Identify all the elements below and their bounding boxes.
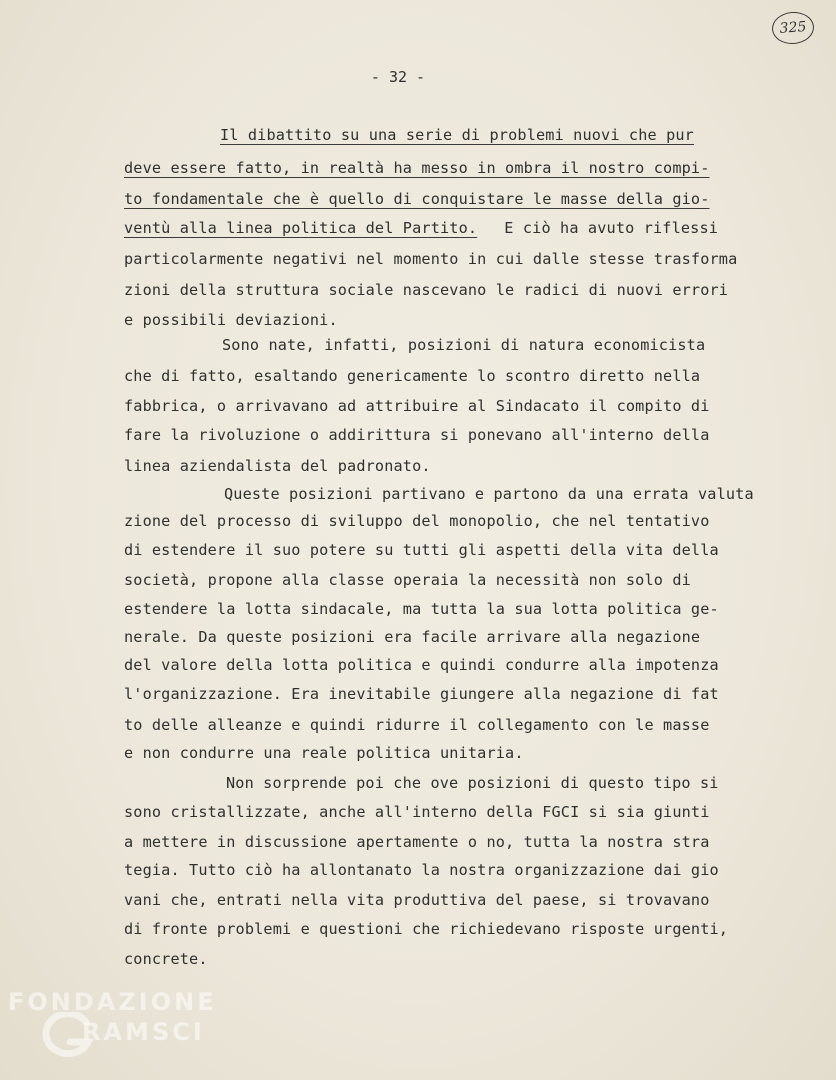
text-line: nerale. Da queste posizioni era facile arrivare alla negazione bbox=[124, 628, 701, 646]
text-line: E ciò ha avuto riflessi bbox=[495, 219, 719, 237]
watermark-line-1: FONDAZIONE bbox=[8, 988, 217, 1016]
fondazione-gramsci-watermark bbox=[8, 988, 218, 1068]
text-line: Non sorprende poi che ove posizioni di questo tipo si bbox=[226, 774, 719, 792]
text-line: to delle alleanze e quindi ridurre il collegamento con le masse bbox=[124, 716, 710, 734]
text-line: particolarmente negativi nel momento in cui dalle stesse trasforma bbox=[124, 250, 738, 268]
text-line: a mettere in discussione apertamente o no, tutta la nostra stra bbox=[124, 833, 710, 851]
text-line: di fronte problemi e questioni che richiedevano risposte urgenti, bbox=[124, 920, 729, 938]
text-line: fabbrica, o arrivavano ad attribuire al Sindacato il compito di bbox=[124, 397, 710, 415]
text-line: sono cristallizzate, anche all'interno della FGCI si sia giunti bbox=[124, 803, 710, 821]
text-line: deve essere fatto, in realtà ha messo in ombra il nostro compi- bbox=[124, 159, 710, 177]
text-line: zione del processo di sviluppo del monopolio, che nel tentativo bbox=[124, 512, 710, 530]
text-line: Sono nate, infatti, posizioni di natura economicista bbox=[222, 336, 706, 354]
text-line: Il dibattito su una serie di problemi nuovi che pur bbox=[220, 126, 694, 144]
text-line: del valore della lotta politica e quindi condurre alla impotenza bbox=[124, 656, 719, 674]
archive-stamp-number: 325 bbox=[771, 11, 815, 46]
text-line: estendere la lotta sindacale, ma tutta la sua lotta politica ge- bbox=[124, 600, 719, 618]
text-line: ventù alla linea politica del Partito. bbox=[124, 219, 478, 237]
text-line: di estendere il suo potere su tutti gli aspetti della vita della bbox=[124, 541, 719, 559]
text-line: società, propone alla classe operaia la necessità non solo di bbox=[124, 571, 691, 589]
text-line: l'organizzazione. Era inevitabile giungere alla negazione di fat bbox=[124, 685, 719, 703]
page-number: - 32 - bbox=[370, 68, 426, 86]
text-line: Queste posizioni partivano e partono da una errata valuta bbox=[224, 485, 754, 503]
gramsci-g-icon bbox=[36, 1012, 94, 1058]
text-line: to fondamentale che è quello di conquistare le masse della gio- bbox=[124, 190, 710, 208]
watermark-line-2: RAMSCI bbox=[82, 1018, 205, 1046]
text-line: e possibili deviazioni. bbox=[124, 311, 338, 329]
text-line: zioni della struttura sociale nascevano le radici di nuovi errori bbox=[124, 281, 729, 299]
text-line: fare la rivoluzione o addirittura si ponevano all'interno della bbox=[124, 426, 710, 444]
text-line: che di fatto, esaltando genericamente lo scontro diretto nella bbox=[124, 367, 701, 385]
text-line: e non condurre una reale politica unitaria. bbox=[124, 744, 524, 762]
text-line: tegia. Tutto ciò ha allontanato la nostra organizzazione dai gio bbox=[124, 861, 719, 879]
text-line: linea aziendalista del padronato. bbox=[124, 457, 431, 475]
text-line: concrete. bbox=[124, 950, 208, 968]
text-line: vani che, entrati nella vita produttiva del paese, si trovavano bbox=[124, 891, 710, 909]
